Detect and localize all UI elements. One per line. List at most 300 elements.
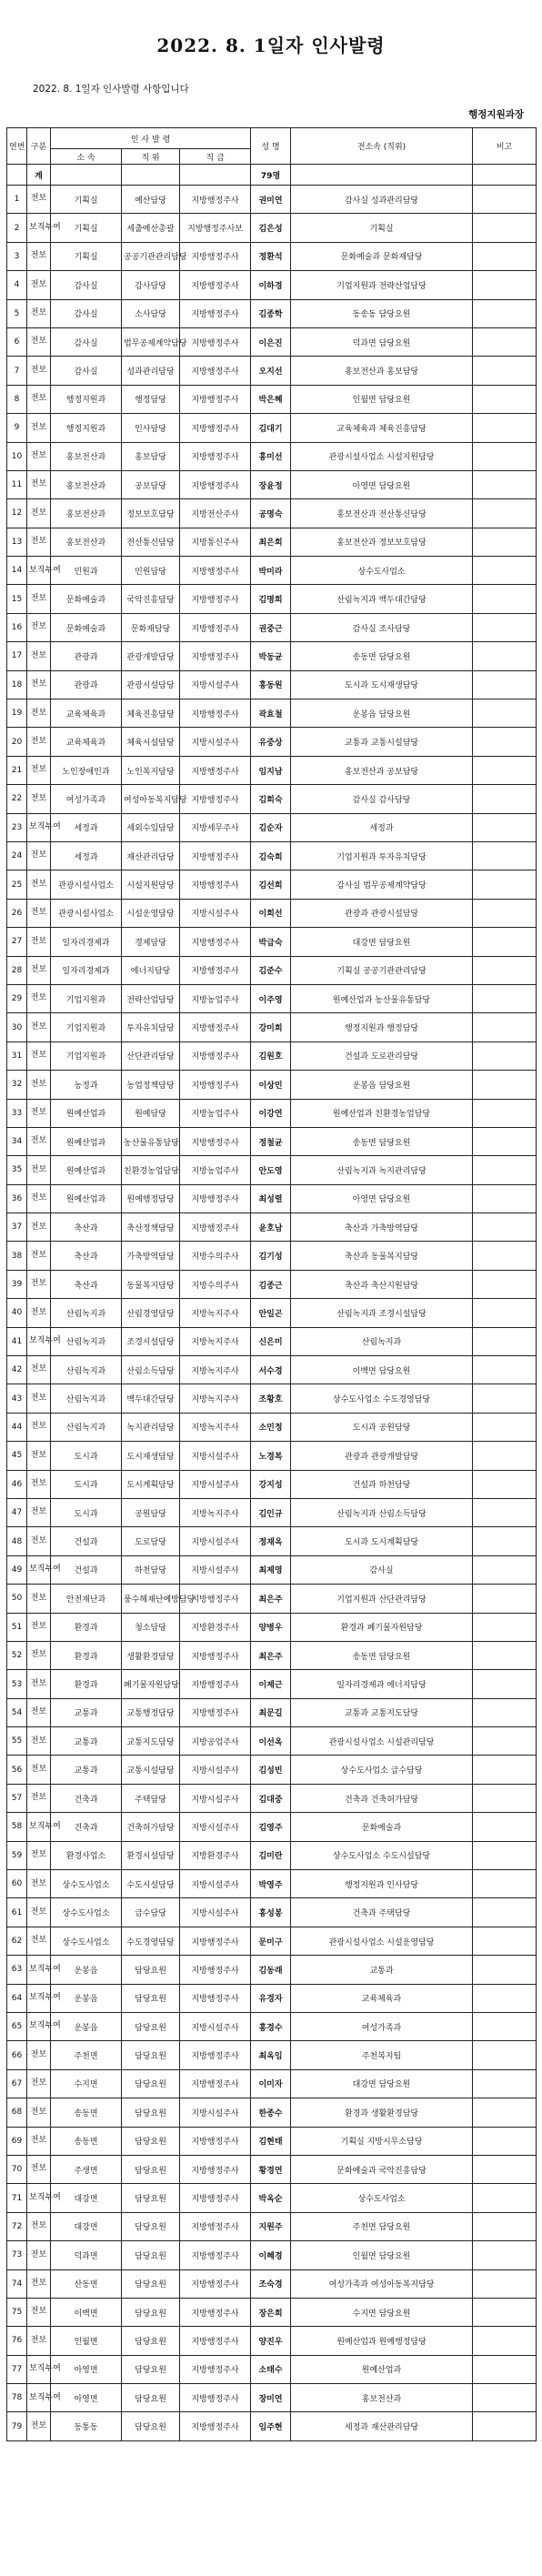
cell-name: 최은주 [251,1641,291,1669]
cell-no: 72 [7,2212,27,2240]
cell-no: 18 [7,670,27,699]
cell-type: 전보 [27,1442,51,1470]
cell-type: 전보 [27,470,51,498]
cell-note [473,928,537,956]
cell-previous: 도시과 공원담당 [291,1413,473,1441]
cell-position: 교통행정담당 [122,1698,180,1726]
cell-name: 김영주 [251,1813,291,1841]
cell-note [473,470,537,498]
table-row [7,1585,537,1613]
table-row [7,2212,537,2240]
cell-note [473,1841,537,1869]
cell-note [473,1442,537,1470]
cell-rank: 지방행정주사 [180,613,251,641]
cell-no: 74 [7,2269,27,2298]
cell-rank: 지방행정주사 [180,357,251,385]
table-row [7,670,537,699]
table-row [7,1670,537,1698]
cell-note [473,699,537,728]
cell-previous: 기획실 공공기관관리담당 [291,956,473,984]
cell-position: 공보담당 [122,470,180,498]
cell-name: 김원호 [251,1041,291,1070]
cell-note [473,414,537,442]
cell-note [473,1327,537,1355]
cell-affiliation: 환경과 [51,1613,122,1641]
cell-affiliation: 문화예술과 [51,585,122,613]
cell-no: 36 [7,1184,27,1213]
cell-previous: 교육체육과 체육진흥담당 [291,414,473,442]
cell-affiliation: 주천면 [51,2041,122,2069]
cell-position: 노인복지담당 [122,756,180,784]
cell-rank: 지방녹지주사 [180,1356,251,1384]
cell-rank: 지방시설주사 [180,1756,251,1784]
cell-affiliation: 기업지원과 [51,1013,122,1041]
table-row [7,1442,537,1470]
cell-affiliation: 원예산업과 [51,1156,122,1184]
cell-previous: 상수도사업소 수도시설담당 [291,1841,473,1869]
cell-note [473,271,537,299]
table-row [7,299,537,327]
cell-previous: 운봉읍 담당요원 [291,1071,473,1099]
cell-previous: 상수도사업소 수도경영담당 [291,1384,473,1413]
cell-note [473,299,537,327]
cell-type: 전보 [27,2069,51,2098]
cell-type: 전보 [27,528,51,556]
cell-affiliation: 행정지원과 [51,414,122,442]
cell-note [473,327,537,356]
cell-position: 축산정책담당 [122,1213,180,1242]
cell-name: 임지남 [251,756,291,784]
table-row [7,841,537,870]
table-row [7,1984,537,2012]
cell-no: 3 [7,242,27,270]
cell-position: 도시재생담당 [122,1442,180,1470]
cell-rank: 지방수의주사 [180,1242,251,1270]
cell-rank: 지방행정주사 [180,385,251,413]
cell-note [473,1470,537,1498]
cell-no: 30 [7,1013,27,1041]
cell-name: 곽효철 [251,699,291,728]
cell-affiliation: 대강면 [51,2184,122,2212]
cell-position: 동물복지담당 [122,1270,180,1298]
cell-note [473,1099,537,1127]
cell-position: 풍수해재난예방담당 [122,1585,180,1613]
cell-previous: 대강면 담당요원 [291,928,473,956]
cell-affiliation: 상수도사업소 [51,1898,122,1927]
cell-name: 임주현 [251,2412,291,2440]
cell-rank: 지방행정주사 [180,2412,251,2440]
cell-previous: 아영면 담당요원 [291,1184,473,1213]
cell-note [473,1555,537,1584]
cell-affiliation: 일자리경제과 [51,928,122,956]
cell-position: 농업정책담당 [122,1071,180,1099]
cell-previous: 감사실 법무공제계약담당 [291,870,473,899]
cell-note [473,1727,537,1756]
cell-previous: 일자리경제과 에너지담당 [291,1670,473,1698]
table-row [7,785,537,813]
cell-rank: 지방행정주사 [180,2384,251,2412]
cell-type: 전보 [27,2041,51,2069]
cell-rank: 지방시설주사 [180,1870,251,1898]
cell-name: 김동래 [251,1956,291,1984]
cell-previous: 아영면 담당요원 [291,470,473,498]
cell-type: 전보 [27,1527,51,1555]
cell-rank: 지방행정주사 [180,2298,251,2326]
table-row [7,557,537,585]
cell-previous: 여성가족과 여성아동복지담당 [291,2269,473,2298]
cell-no: 44 [7,1413,27,1441]
cell-affiliation: 송동면 [51,2127,122,2155]
cell-note [473,1756,537,1784]
cell-name: 김순자 [251,813,291,841]
cell-type: 전보 [27,1670,51,1698]
cell-previous: 송동면 담당요원 [291,642,473,670]
table-row [7,1641,537,1669]
cell-name: 조황호 [251,1384,291,1413]
cell-note [473,1498,537,1526]
cell-type: 전보 [27,1127,51,1155]
cell-type: 전보 [27,1041,51,1070]
cell-type: 보직부여 [27,1984,51,2012]
cell-note [473,841,537,870]
cell-previous: 건설과 하천담당 [291,1470,473,1498]
cell-position: 세외수입담당 [122,813,180,841]
cell-type: 전보 [27,1585,51,1613]
cell-no: 77 [7,2355,27,2383]
cell-name: 공명숙 [251,499,291,528]
cell-no: 62 [7,1927,27,1955]
cell-name: 이미자 [251,2069,291,2098]
table-row [7,756,537,784]
cell-affiliation: 교통과 [51,1756,122,1784]
cell-position: 정보보호담당 [122,499,180,528]
document-title: 2022. 8. 1일자 인사발령 [156,35,386,56]
cell-affiliation: 운봉읍 [51,2013,122,2041]
cell-name: 김선희 [251,870,291,899]
cell-rank: 지방환경주사 [180,1613,251,1641]
cell-no: 67 [7,2069,27,2098]
cell-no: 78 [7,2384,27,2412]
cell-previous: 산림녹지과 조경시설담당 [291,1299,473,1327]
cell-no: 57 [7,1784,27,1812]
cell-name: 최성렬 [251,1184,291,1213]
cell-previous: 감사실 [291,1555,473,1584]
cell-no: 20 [7,728,27,756]
cell-type: 전보 [27,2155,51,2183]
table-row [7,2041,537,2069]
cell-affiliation: 감사실 [51,357,122,385]
department-signature: 행정지원과장 [468,109,524,120]
cell-previous: 동송동 담당요원 [291,299,473,327]
table-row [7,1270,537,1298]
cell-previous: 운봉읍 담당요원 [291,699,473,728]
cell-rank: 지방행정주사 [180,1670,251,1698]
cell-name: 박은혜 [251,385,291,413]
cell-previous: 환경과 폐기물자원담당 [291,1613,473,1641]
cell-no: 64 [7,1984,27,2012]
total-no [7,165,27,186]
cell-previous: 기획실 [291,214,473,242]
table-body [7,165,537,2441]
table-row [7,1156,537,1184]
cell-position: 산림경영담당 [122,1299,180,1327]
cell-name: 권중근 [251,613,291,641]
cell-no: 32 [7,1071,27,1099]
cell-position: 도로담당 [122,1527,180,1555]
cell-rank: 지방행정주사 [180,785,251,813]
cell-no: 14 [7,557,27,585]
cell-rank: 지방행정주사 [180,470,251,498]
cell-affiliation: 교육체육과 [51,699,122,728]
cell-name: 김성빈 [251,1756,291,1784]
cell-previous: 상수도사업소 [291,557,473,585]
table-row [7,1013,537,1041]
table-row [7,186,537,214]
cell-previous: 산림녹지과 [291,1327,473,1355]
cell-note [473,1641,537,1669]
cell-name: 유경자 [251,1984,291,2012]
cell-no: 23 [7,813,27,841]
table-row [7,2269,537,2298]
table-row [7,1413,537,1441]
cell-type: 전보 [27,1270,51,1298]
header-no: 연번 [7,128,27,165]
cell-previous: 기업지원과 산단관리담당 [291,1585,473,1613]
cell-previous: 주천복지팀 [291,2041,473,2069]
cell-rank: 지방녹지주사 [180,1299,251,1327]
cell-type: 전보 [27,1213,51,1242]
cell-type: 보직부여 [27,1327,51,1355]
cell-position: 공공기관관리담당 [122,242,180,270]
table-row [7,214,537,242]
cell-no: 9 [7,414,27,442]
total-aff [51,165,122,186]
table-row [7,470,537,498]
table-row [7,1841,537,1869]
cell-position: 담당요원 [122,2098,180,2127]
header-affiliation: 소 속 [51,149,122,165]
cell-affiliation: 감사실 [51,299,122,327]
cell-position: 민원담당 [122,557,180,585]
cell-previous: 홍보전산과 [291,2384,473,2412]
cell-note [473,642,537,670]
cell-type: 전보 [27,2098,51,2127]
cell-name: 강미희 [251,1013,291,1041]
cell-rank: 지방행정주사 [180,1698,251,1726]
cell-type: 전보 [27,1870,51,1898]
cell-no: 71 [7,2184,27,2212]
cell-no: 48 [7,1527,27,1555]
cell-rank: 지방행정주사 [180,299,251,327]
cell-type: 전보 [27,728,51,756]
cell-position: 녹지관리담당 [122,1413,180,1441]
cell-previous: 이백면 담당요원 [291,1356,473,1384]
cell-type: 전보 [27,1413,51,1441]
cell-name: 박동균 [251,642,291,670]
cell-affiliation: 도시과 [51,1442,122,1470]
cell-name: 이강연 [251,1099,291,1127]
cell-no: 46 [7,1470,27,1498]
cell-name: 김현태 [251,2127,291,2155]
cell-name: 김기성 [251,1242,291,1270]
cell-name: 최은희 [251,528,291,556]
cell-previous: 수지면 담당요원 [291,2298,473,2326]
table-row [7,1784,537,1812]
cell-position: 조경시설담당 [122,1327,180,1355]
cell-no: 60 [7,1870,27,1898]
cell-type: 전보 [27,442,51,470]
cell-note [473,1784,537,1812]
cell-note [473,1356,537,1384]
cell-affiliation: 교육체육과 [51,728,122,756]
cell-previous: 환경과 생활환경담당 [291,2098,473,2127]
cell-affiliation: 홍보전산과 [51,499,122,528]
cell-previous: 행정지원과 행정담당 [291,1013,473,1041]
cell-rank: 지방행정주사 [180,1071,251,1099]
cell-affiliation: 송동면 [51,2098,122,2127]
cell-no: 12 [7,499,27,528]
cell-name: 정재옥 [251,1527,291,1555]
cell-note [473,1898,537,1927]
cell-name: 홍미선 [251,442,291,470]
cell-note [473,2127,537,2155]
cell-name: 안일곤 [251,1299,291,1327]
cell-type: 전보 [27,785,51,813]
cell-note [473,357,537,385]
cell-position: 담당요원 [122,2298,180,2326]
cell-name: 박옥순 [251,2184,291,2212]
cell-affiliation: 관광과 [51,642,122,670]
cell-name: 김인규 [251,1498,291,1526]
cell-note [473,1156,537,1184]
cell-rank: 지방녹지주사 [180,1327,251,1355]
table-row [7,528,537,556]
cell-previous: 축산과 가축방역담당 [291,1213,473,1242]
cell-affiliation: 감사실 [51,327,122,356]
cell-no: 56 [7,1756,27,1784]
cell-type: 전보 [27,1613,51,1641]
cell-affiliation: 홍보전산과 [51,442,122,470]
cell-position: 백두대간담당 [122,1384,180,1413]
cell-position: 담당요원 [122,1956,180,1984]
cell-note [473,1213,537,1242]
cell-type: 전보 [27,1498,51,1526]
cell-rank: 지방행정주사 [180,327,251,356]
cell-no: 7 [7,357,27,385]
cell-previous: 상수도사업소 [291,2184,473,2212]
cell-type: 전보 [27,984,51,1012]
table-row [7,414,537,442]
cell-no: 66 [7,2041,27,2069]
cell-affiliation: 행정지원과 [51,385,122,413]
cell-name: 김대기 [251,414,291,442]
table-row [7,2155,537,2183]
cell-note [473,1384,537,1413]
cell-note [473,1813,537,1841]
document-subtitle: 2022. 8. 1일자 인사발령 사항입니다 [33,84,189,95]
table-row [7,585,537,613]
cell-name: 강지성 [251,1470,291,1498]
cell-affiliation: 주생면 [51,2155,122,2183]
cell-position: 시설지원담당 [122,870,180,899]
table-row [7,499,537,528]
cell-previous: 도시과 도시재생담당 [291,670,473,699]
cell-previous: 대강면 담당요원 [291,2069,473,2098]
cell-position: 청소담당 [122,1613,180,1641]
cell-affiliation: 산림녹지과 [51,1299,122,1327]
cell-type: 전보 [27,1470,51,1498]
cell-position: 수도시설담당 [122,1870,180,1898]
cell-note [473,442,537,470]
table-row [7,1498,537,1526]
header-name: 성 명 [251,128,291,165]
cell-position: 체육시설담당 [122,728,180,756]
cell-affiliation: 상수도사업소 [51,1870,122,1898]
cell-rank: 지방행정주사 [180,2241,251,2269]
cell-previous: 문화예술과 국악진흥담당 [291,2155,473,2183]
cell-affiliation: 환경과 [51,1670,122,1698]
cell-previous: 기업지원과 투자유치담당 [291,841,473,870]
cell-rank: 지방녹지주사 [180,1384,251,1413]
table-row [7,1613,537,1641]
table-row [7,2298,537,2326]
cell-no: 24 [7,841,27,870]
cell-type: 전보 [27,2412,51,2440]
cell-note [473,2041,537,2069]
cell-position: 도시계획담당 [122,1470,180,1498]
table-row [7,357,537,385]
cell-type: 전보 [27,1384,51,1413]
cell-rank: 지방행정주사 [180,2355,251,2383]
total-count: 79명 [251,165,291,186]
header-prev: 전소속 (직위) [291,128,473,165]
cell-no: 17 [7,642,27,670]
cell-note [473,1927,537,1955]
cell-note [473,242,537,270]
cell-name: 안도영 [251,1156,291,1184]
cell-affiliation: 인월면 [51,2327,122,2355]
cell-previous: 교육체육과 [291,1984,473,2012]
cell-position: 소사담당 [122,299,180,327]
table-row [7,2127,537,2155]
cell-no: 50 [7,1585,27,1613]
cell-position: 투자유치담당 [122,1013,180,1041]
cell-no: 22 [7,785,27,813]
cell-previous: 인월면 담당요원 [291,2241,473,2269]
table-row [7,327,537,356]
cell-affiliation: 건설과 [51,1527,122,1555]
cell-affiliation: 건축과 [51,1813,122,1841]
cell-rank: 지방행정주사 [180,2184,251,2212]
table-row [7,1698,537,1726]
total-prev [291,165,473,186]
cell-affiliation: 산림녹지과 [51,1356,122,1384]
cell-rank: 지방통신주사 [180,528,251,556]
cell-position: 홍보담당 [122,442,180,470]
cell-name: 이주영 [251,984,291,1012]
table-row [7,1127,537,1155]
cell-position: 산단관리담당 [122,1041,180,1070]
cell-name: 소민정 [251,1413,291,1441]
cell-type: 전보 [27,613,51,641]
cell-no: 21 [7,756,27,784]
cell-rank: 지방농업주사 [180,1099,251,1127]
cell-previous: 건축과 건축허가담당 [291,1784,473,1812]
cell-previous: 기업지원과 전략산업담당 [291,271,473,299]
cell-position: 환경시설담당 [122,1841,180,1869]
cell-rank: 지방행정주사 [180,442,251,470]
cell-previous: 감사실 조사담당 [291,613,473,641]
